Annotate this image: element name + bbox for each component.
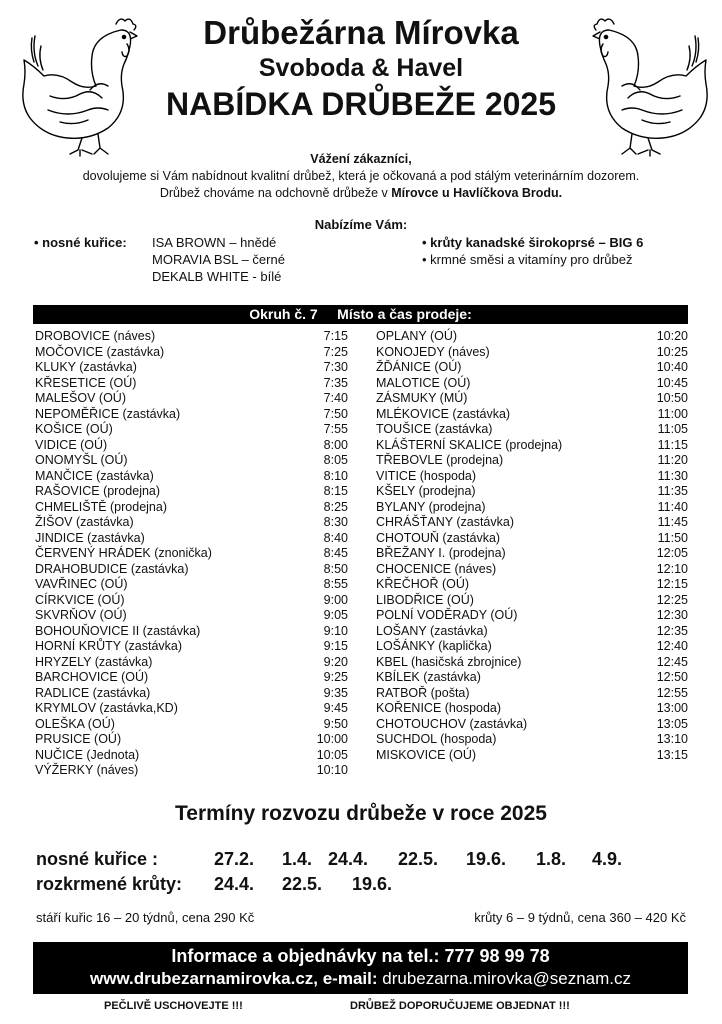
stop-time: 10:25 — [656, 344, 688, 359]
hens-delivery-row — [36, 849, 636, 871]
stop-place: MALEŠOV (OÚ) — [35, 391, 126, 405]
stop-time: 7:30 — [323, 360, 348, 374]
stop-place: TOUŠICE (zastávka) — [376, 422, 493, 436]
schedule-row — [35, 562, 348, 578]
stop-time: 12:15 — [656, 577, 688, 591]
schedule-row — [35, 531, 348, 547]
schedule-row — [35, 670, 348, 686]
stop-place: CHMELIŠTĚ (prodejna) — [35, 499, 167, 514]
greeting-line-2-text: Drůbež chováme na odchovně drůbeže v — [159, 186, 392, 200]
farm-location: Mírovce u Havlíčkova Brodu. — [391, 186, 563, 200]
schedule-column-1 — [35, 329, 348, 779]
stop-place: KBEL (hasičská zbrojnice) — [376, 654, 522, 669]
stop-place: CHOCENICE (náves) — [376, 561, 497, 576]
schedule-row — [35, 639, 348, 655]
stop-time: 9:05 — [323, 608, 348, 622]
stop-place: OPLANY (OÚ) — [376, 329, 458, 343]
stop-time: 9:25 — [323, 670, 348, 684]
delivery-date: 19.6. — [352, 874, 393, 894]
stop-time: 8:40 — [323, 530, 348, 545]
stop-place: RAŠOVICE (prodejna) — [35, 484, 161, 498]
schedule-row — [35, 655, 348, 671]
stop-time: 8:25 — [323, 499, 348, 514]
stop-place: DROBOVICE (náves) — [35, 329, 156, 343]
stop-place: DRAHOBUDICE (zastávka) — [35, 561, 189, 576]
stop-time: 8:00 — [323, 437, 348, 452]
stop-time: 7:40 — [323, 391, 348, 405]
stop-place: ŽIŠOV (zastávka) — [35, 515, 134, 529]
hens-delivery-label: nosné kuřice : — [36, 849, 159, 869]
delivery-date: 1.8. — [536, 849, 567, 869]
stop-place: MISKOVICE (OÚ) — [376, 747, 477, 762]
schedule-row — [35, 717, 348, 733]
schedule-row — [376, 701, 688, 717]
stop-time: 12:40 — [656, 639, 688, 653]
schedule-row — [376, 717, 688, 733]
stop-time: 11:20 — [657, 453, 688, 467]
stop-place: SKVRŇOV (OÚ) — [35, 608, 127, 622]
stop-place: RATBOŘ (pošta) — [376, 685, 470, 700]
stop-place: KLUKY (zastávka) — [35, 360, 137, 374]
stop-time: 12:30 — [656, 608, 688, 622]
schedule-row — [35, 763, 348, 779]
stop-place: CHRÁŠŤANY (zastávka) — [376, 515, 514, 529]
stop-place: ONOMYŠL (OÚ) — [35, 453, 128, 467]
stop-time: 8:10 — [323, 468, 348, 483]
stop-place: RADLICE (zastávka) — [35, 685, 151, 700]
stop-place: BOHOUŇOVICE II (zastávka) — [35, 623, 201, 638]
other-offers — [422, 234, 643, 268]
stop-place: KOŘENICE (hospoda) — [376, 701, 502, 715]
delivery-date: 27.2. — [214, 849, 255, 869]
schedule-row — [376, 469, 688, 485]
stop-place: ZÁSMUKY (MÚ) — [376, 391, 468, 405]
stop-time: 12:55 — [656, 685, 688, 700]
offer-title: Nabízíme Vám: — [314, 217, 408, 232]
schedule-row — [376, 608, 688, 624]
schedule-row — [35, 407, 348, 423]
stop-place: KŘESETICE (OÚ) — [35, 375, 137, 390]
stop-place: CHOTOUCHOV (zastávka) — [376, 716, 528, 731]
schedule-row — [376, 531, 688, 547]
greeting-line-2 — [0, 185, 722, 202]
schedule-row — [35, 748, 348, 764]
stop-place: NUČICE (Jednota) — [35, 747, 140, 762]
hens-age-price: stáří kuřic 16 – 20 týdnů, cena 290 Kč — [36, 910, 255, 925]
stop-time: 7:50 — [323, 406, 348, 421]
stop-place: OLEŠKA (OÚ) — [35, 716, 115, 731]
stop-time: 10:40 — [656, 360, 688, 374]
stop-place: BARCHOVICE (OÚ) — [35, 670, 149, 684]
stop-time: 10:10 — [316, 763, 348, 777]
stop-place: VITICE (hospoda) — [376, 468, 477, 483]
schedule-row — [376, 686, 688, 702]
schedule-row — [376, 624, 688, 640]
schedule-row — [35, 360, 348, 376]
stop-time: 11:50 — [657, 530, 688, 545]
breed-item: DEKALB WHITE - bílé — [152, 269, 282, 284]
schedule-row — [35, 593, 348, 609]
stop-place: BŘEŽANY I. (prodejna) — [376, 546, 506, 560]
delivery-date: 22.5. — [282, 874, 323, 894]
stop-time: 9:45 — [323, 701, 348, 715]
schedule-row — [35, 329, 348, 345]
schedule-column-2 — [376, 329, 688, 763]
stop-time: 8:55 — [323, 577, 348, 591]
stop-time: 13:10 — [656, 732, 688, 746]
schedule-row — [376, 639, 688, 655]
footer-keep-note: PEČLIVĚ USCHOVEJTE !!! — [104, 1000, 243, 1012]
stop-time: 8:50 — [323, 561, 348, 576]
route-title: Okruh č. 7 Místo a čas prodeje: — [249, 306, 472, 322]
schedule-row — [35, 732, 348, 748]
stop-place: CHOTOUŇ (zastávka) — [376, 530, 501, 545]
hens-breeds-list — [152, 234, 285, 285]
stop-time: 11:15 — [657, 437, 688, 452]
stop-time: 9:10 — [323, 623, 348, 638]
stop-place: KŠELY (prodejna) — [376, 484, 476, 498]
stop-place: ŽĎÁNICE (OÚ) — [376, 360, 462, 374]
stop-place: KBÍLEK (zastávka) — [376, 670, 481, 684]
stop-time: 13:15 — [656, 747, 688, 762]
stop-time: 11:05 — [657, 422, 688, 436]
stop-place: LOŠÁNKY (kaplička) — [376, 639, 492, 653]
stop-place: NEPOMĚŘICE (zastávka) — [35, 406, 181, 421]
stop-place: HRYZELY (zastávka) — [35, 654, 153, 669]
stop-place: KLÁŠTERNÍ SKALICE (prodejna) — [376, 437, 563, 452]
stop-place: VÝŽERKY (náves) — [35, 763, 139, 777]
stop-time: 8:45 — [323, 546, 348, 560]
delivery-date: 24.4. — [328, 849, 369, 869]
stop-time: 11:40 — [657, 499, 688, 514]
stop-time: 9:00 — [323, 592, 348, 607]
stop-time: 7:25 — [323, 344, 348, 359]
contact-bar — [33, 942, 688, 994]
stop-time: 11:35 — [657, 484, 688, 498]
stop-time: 9:35 — [323, 685, 348, 700]
company-title: Drůbežárna Mírovka — [203, 14, 519, 51]
delivery-date: 4.9. — [592, 849, 623, 869]
delivery-date: 1.4. — [282, 849, 313, 869]
hens-label: • nosné kuřice: — [34, 235, 127, 250]
schedule-row — [35, 515, 348, 531]
schedule-row — [35, 453, 348, 469]
stop-time: 12:10 — [656, 561, 688, 576]
contact-phone-line: Informace a objednávky na tel.: 777 98 99 78 — [171, 946, 550, 966]
stop-time: 7:15 — [323, 329, 348, 343]
schedule-row — [376, 360, 688, 376]
schedule-row — [35, 391, 348, 407]
schedule-row — [35, 608, 348, 624]
stop-time: 11:30 — [657, 468, 688, 483]
stop-place: KRYMLOV (zastávka,KD) — [35, 701, 178, 715]
turkeys-delivery-row — [36, 874, 636, 896]
greeting-salutation: Vážení zákazníci, — [310, 152, 412, 166]
stop-place: KŘEČHOŘ (OÚ) — [376, 577, 470, 591]
stop-time: 10:05 — [316, 747, 348, 762]
contact-web-line — [33, 968, 688, 992]
route-header-bar — [33, 305, 688, 324]
stop-time: 12:35 — [656, 623, 688, 638]
stop-place: KOŠICE (OÚ) — [35, 422, 113, 436]
hens-offer-label — [34, 234, 127, 251]
stop-time: 8:30 — [323, 515, 348, 529]
stop-time: 10:20 — [656, 329, 688, 343]
company-owners: Svoboda & Havel — [258, 54, 464, 82]
stop-time: 13:05 — [656, 716, 688, 731]
schedule-row — [35, 438, 348, 454]
email-link[interactable]: drubezarna.mirovka@seznam.cz — [382, 969, 631, 988]
stop-time: 13:00 — [656, 701, 688, 715]
schedule-row — [35, 624, 348, 640]
stop-time: 12:05 — [656, 546, 688, 560]
stop-time: 11:45 — [657, 515, 688, 529]
schedule-row — [35, 422, 348, 438]
schedule-row — [35, 577, 348, 593]
greeting-line-1: dovolujeme si Vám nabídnout kvalitní drůbež, která je očkovaná a pod stálým veterinárním dozorem. — [82, 169, 640, 183]
offer-headline: NABÍDKA DRŮBEŽE 2025 — [166, 86, 556, 122]
stop-time: 10:00 — [316, 732, 348, 746]
schedule-row — [376, 453, 688, 469]
stop-place: ČERVENÝ HRÁDEK (znonička) — [35, 546, 212, 560]
stop-time: 10:50 — [656, 391, 688, 405]
schedule-row — [35, 484, 348, 500]
schedule-row — [35, 686, 348, 702]
stop-time: 12:50 — [656, 670, 688, 684]
schedule-row — [376, 391, 688, 407]
stop-place: MANČICE (zastávka) — [35, 468, 154, 483]
schedule-row — [35, 345, 348, 361]
footer-order-note: DRŮBEŽ DOPORUČUJEME OBJEDNAT !!! — [350, 1000, 570, 1012]
schedule-row — [376, 345, 688, 361]
schedule-row — [376, 546, 688, 562]
stop-place: VAVŘINEC (OÚ) — [35, 577, 128, 591]
delivery-title: Termíny rozvozu drůbeže v roce 2025 — [175, 802, 547, 825]
breed-item: MORAVIA BSL – černé — [152, 252, 285, 267]
schedule-row — [376, 407, 688, 423]
stop-time: 12:45 — [656, 654, 688, 669]
stop-place: MOČOVICE (zastávka) — [35, 344, 165, 359]
schedule-row — [35, 469, 348, 485]
stop-place: PRUSICE (OÚ) — [35, 732, 122, 746]
stop-place: MALOTICE (OÚ) — [376, 375, 471, 390]
stop-place: KONOJEDY (náves) — [376, 344, 490, 359]
stop-time: 9:15 — [323, 639, 348, 653]
greeting-block — [0, 151, 722, 202]
schedule-row — [376, 562, 688, 578]
stop-time: 12:25 — [656, 592, 688, 607]
schedule-row — [376, 732, 688, 748]
schedule-row — [376, 748, 688, 764]
stop-place: HORNÍ KRŮTY (zastávka) — [35, 639, 183, 653]
feed-offer: • krmné směsi a vitamíny pro drůbež — [422, 252, 633, 267]
stop-place: LOŠANY (zastávka) — [376, 623, 488, 638]
turkeys-age-price: krůty 6 – 9 týdnů, cena 360 – 420 Kč — [474, 910, 686, 925]
stop-place: VIDICE (OÚ) — [35, 437, 108, 452]
stop-place: LIBODŘICE (OÚ) — [376, 592, 474, 607]
delivery-date: 19.6. — [466, 849, 507, 869]
schedule-row — [376, 500, 688, 516]
stop-time: 10:45 — [656, 375, 688, 390]
stop-time: 7:35 — [323, 375, 348, 390]
stop-place: SUCHDOL (hospoda) — [376, 732, 497, 746]
stop-place: JINDICE (zastávka) — [35, 530, 145, 545]
delivery-date: 22.5. — [398, 849, 439, 869]
schedule-row — [35, 701, 348, 717]
schedule-row — [35, 546, 348, 562]
schedule-row — [376, 422, 688, 438]
stop-time: 11:00 — [657, 406, 688, 421]
schedule-row — [376, 376, 688, 392]
schedule-row — [35, 376, 348, 392]
schedule-row — [376, 577, 688, 593]
stop-time: 7:55 — [323, 422, 348, 436]
stop-time: 9:50 — [323, 716, 348, 731]
turkeys-offer: • krůty kanadské širokoprsé – BIG 6 — [422, 235, 644, 250]
stop-time: 8:15 — [323, 484, 348, 498]
delivery-date: 24.4. — [214, 874, 255, 894]
schedule-row — [376, 438, 688, 454]
turkeys-delivery-label: rozkrmené krůty: — [36, 874, 183, 894]
website-link[interactable]: www.drubezarnamirovka.cz, e-mail: — [90, 969, 378, 988]
schedule-row — [376, 484, 688, 500]
schedule-row — [376, 329, 688, 345]
stop-time: 8:05 — [323, 453, 348, 467]
stop-place: CÍRKVICE (OÚ) — [35, 592, 125, 607]
schedule-row — [376, 515, 688, 531]
stop-place: BYLANY (prodejna) — [376, 499, 486, 514]
stop-place: MLÉKOVICE (zastávka) — [376, 406, 511, 421]
stop-place: TŘEBOVLE (prodejna) — [376, 453, 504, 467]
schedule-row — [35, 500, 348, 516]
schedule-row — [376, 655, 688, 671]
schedule-row — [376, 593, 688, 609]
breed-item: ISA BROWN – hnědé — [152, 235, 277, 250]
stop-time: 9:20 — [323, 654, 348, 669]
schedule-row — [376, 670, 688, 686]
stop-place: POLNÍ VODĚRADY (OÚ) — [376, 608, 518, 622]
